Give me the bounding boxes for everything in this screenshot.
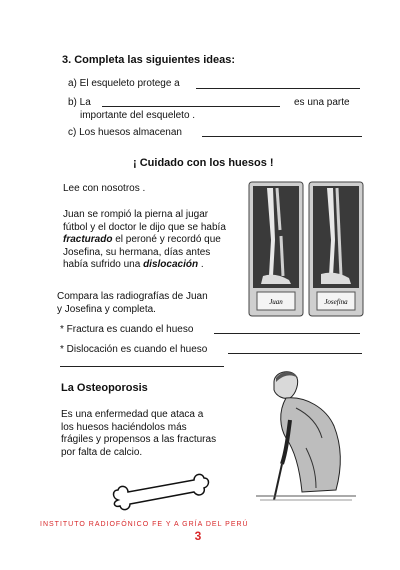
story-line-5 xyxy=(63,259,243,272)
item-b-blank xyxy=(102,106,280,107)
story-line-5-post: . xyxy=(198,259,204,270)
osteoporosis-heading: La Osteoporosis xyxy=(61,382,148,394)
elderly-woman-illustration xyxy=(256,368,356,506)
story-line-5-pre: había sufrido una xyxy=(63,259,144,270)
item-a-text: a) El esqueleto protege a xyxy=(68,78,180,89)
osteo-line-3: frágiles y propensos a las fracturas xyxy=(61,434,217,445)
dislocacion-term: dislocación xyxy=(143,259,199,270)
xray-josefina-label: Josefina xyxy=(324,298,348,306)
compare-line-1: Compara las radiografías de Juan xyxy=(57,291,208,302)
story-line-3 xyxy=(63,234,243,247)
compare-paragraph xyxy=(57,291,247,316)
osteo-line-2: los huesos haciéndolos más xyxy=(61,421,187,433)
item-c-blank xyxy=(202,136,362,137)
osteo-line-4: por falta de calcio. xyxy=(61,446,143,458)
xray-juan-film xyxy=(253,186,299,288)
compare-line-2: y Josefina y completa. xyxy=(57,303,156,315)
osteo-line-1: Es una enfermedad que ataca a xyxy=(61,409,204,420)
intro-text: Lee con nosotros . xyxy=(63,183,146,194)
story-line-4: Josefina, su hermana, días antes xyxy=(63,246,211,258)
xray-juan-fibula-lower xyxy=(281,236,283,276)
cuidado-heading: ¡ Cuidado con los huesos ! xyxy=(133,157,274,169)
story-line-2: fútbol y el doctor le dijo que se había xyxy=(63,221,226,233)
page-number: 3 xyxy=(194,529,202,543)
section-3-heading: 3. Completa las siguientes ideas: xyxy=(62,54,236,66)
xray-juan-label: Juan xyxy=(269,298,283,306)
xray-illustration xyxy=(247,180,365,318)
fractura-prompt: * Fractura es cuando el hueso xyxy=(60,324,194,335)
item-b-continuation: importante del esqueleto . xyxy=(80,110,196,121)
dislocacion-prompt: * Dislocación es cuando el hueso xyxy=(60,344,208,355)
bone-shape xyxy=(114,474,209,509)
fractura-blank xyxy=(214,333,360,334)
xray-josefina-film xyxy=(313,186,359,288)
footer-institution: INSTITUTO RADIOFÓNICO FE Y A GRÍA DEL PERÚ xyxy=(40,521,249,528)
item-a-blank xyxy=(196,88,360,89)
fracturado-term: fracturado xyxy=(63,234,113,245)
story-line-1: Juan se rompió la pierna al jugar xyxy=(63,209,209,220)
bone-illustration xyxy=(110,470,212,514)
story-line-3-rest: el peroné y recordó que xyxy=(112,234,221,245)
dislocacion-blank-2 xyxy=(60,366,224,367)
item-c-text: c) Los huesos almacenan xyxy=(68,127,182,138)
dislocacion-blank-1 xyxy=(228,353,362,354)
item-b-text: b) La xyxy=(68,97,91,108)
osteoporosis-paragraph xyxy=(61,409,261,459)
story-paragraph xyxy=(63,209,243,272)
item-b-suffix: es una parte xyxy=(294,97,350,108)
